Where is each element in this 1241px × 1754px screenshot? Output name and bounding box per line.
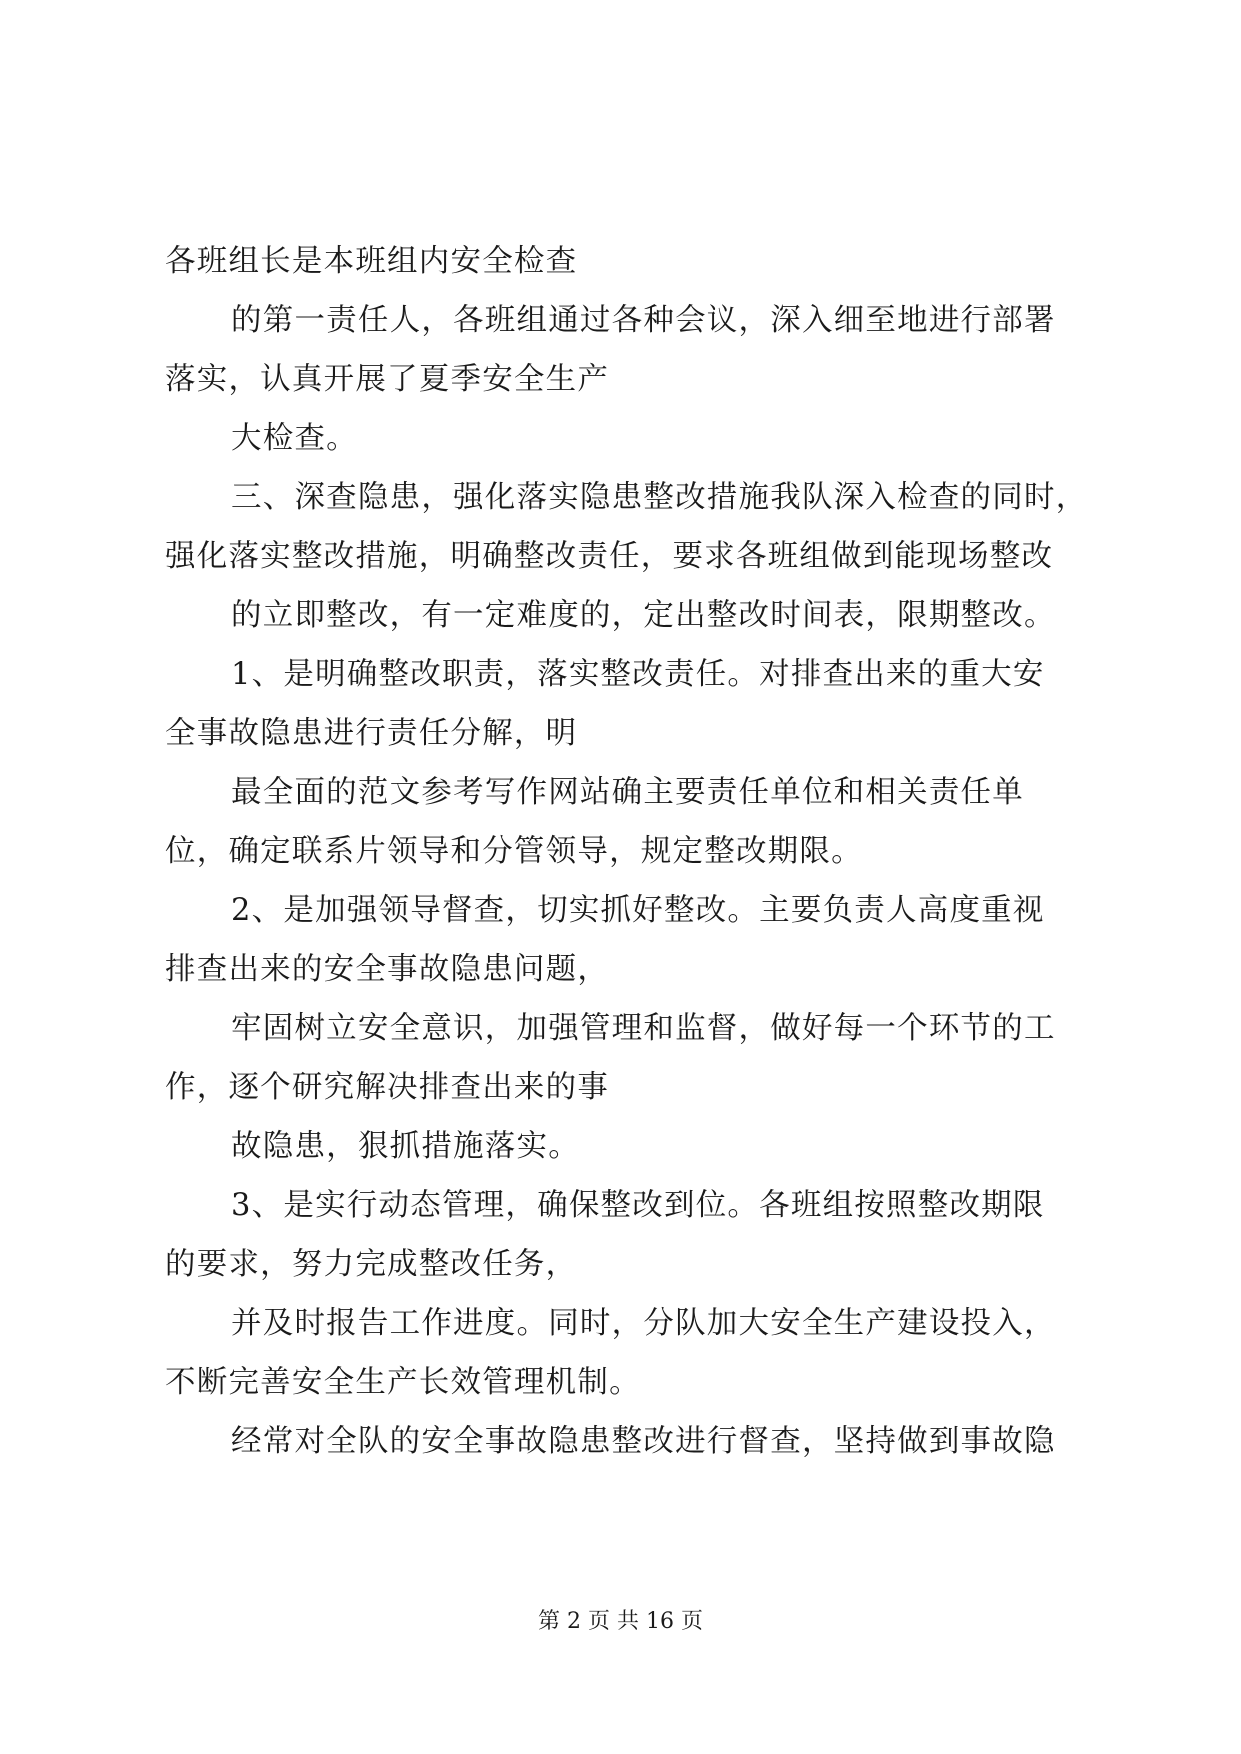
text-line: 的第一责任人，各班组通过各种会议，深入细至地进行部署	[231, 303, 1056, 338]
text-line: 不断完善安全生产长效管理机制。	[165, 1365, 641, 1400]
text-line: 落实，认真开展了夏季安全生产	[165, 362, 610, 397]
text-line: 最全面的范文参考写作网站确主要责任单位和相关责任单	[231, 775, 1024, 810]
text-line: 三、深查隐患，强化落实隐患整改措施我队深入检查的同时，	[231, 480, 1088, 515]
text-line: 强化落实整改措施，明确整改责任，要求各班组做到能现场整改	[165, 539, 1054, 574]
text-line: 故隐患，狠抓措施落实。	[231, 1129, 580, 1164]
text-line: 2、是加强领导督查，切实抓好整改。主要负责人高度重视	[231, 893, 1045, 928]
text-line: 3、是实行动态管理，确保整改到位。各班组按照整改期限	[231, 1188, 1045, 1223]
text-line: 的要求，努力完成整改任务，	[165, 1247, 578, 1282]
text-line: 牢固树立安全意识，加强管理和监督，做好每一个环节的工	[231, 1011, 1056, 1046]
text-line: 经常对全队的安全事故隐患整改进行督查，坚持做到事故隐	[231, 1424, 1056, 1459]
text-line: 1、是明确整改职责，落实整改责任。对排查出来的重大安	[231, 657, 1045, 692]
text-line: 大检查。	[231, 421, 358, 456]
text-line: 的立即整改，有一定难度的，定出整改时间表，限期整改。	[231, 598, 1056, 633]
text-line: 排查出来的安全事故隐患问题，	[165, 952, 610, 987]
text-line: 并及时报告工作进度。同时，分队加大安全生产建设投入，	[231, 1306, 1056, 1341]
page-footer: 第 2 页 共 16 页	[538, 1609, 703, 1634]
document-body	[165, 232, 1088, 1471]
text-line: 全事故隐患进行责任分解，明	[165, 716, 578, 751]
text-line: 位，确定联系片领导和分管领导，规定整改期限。	[165, 834, 863, 869]
text-line: 各班组长是本班组内安全检查	[165, 244, 578, 279]
text-line: 作，逐个研究解决排查出来的事	[165, 1070, 610, 1105]
